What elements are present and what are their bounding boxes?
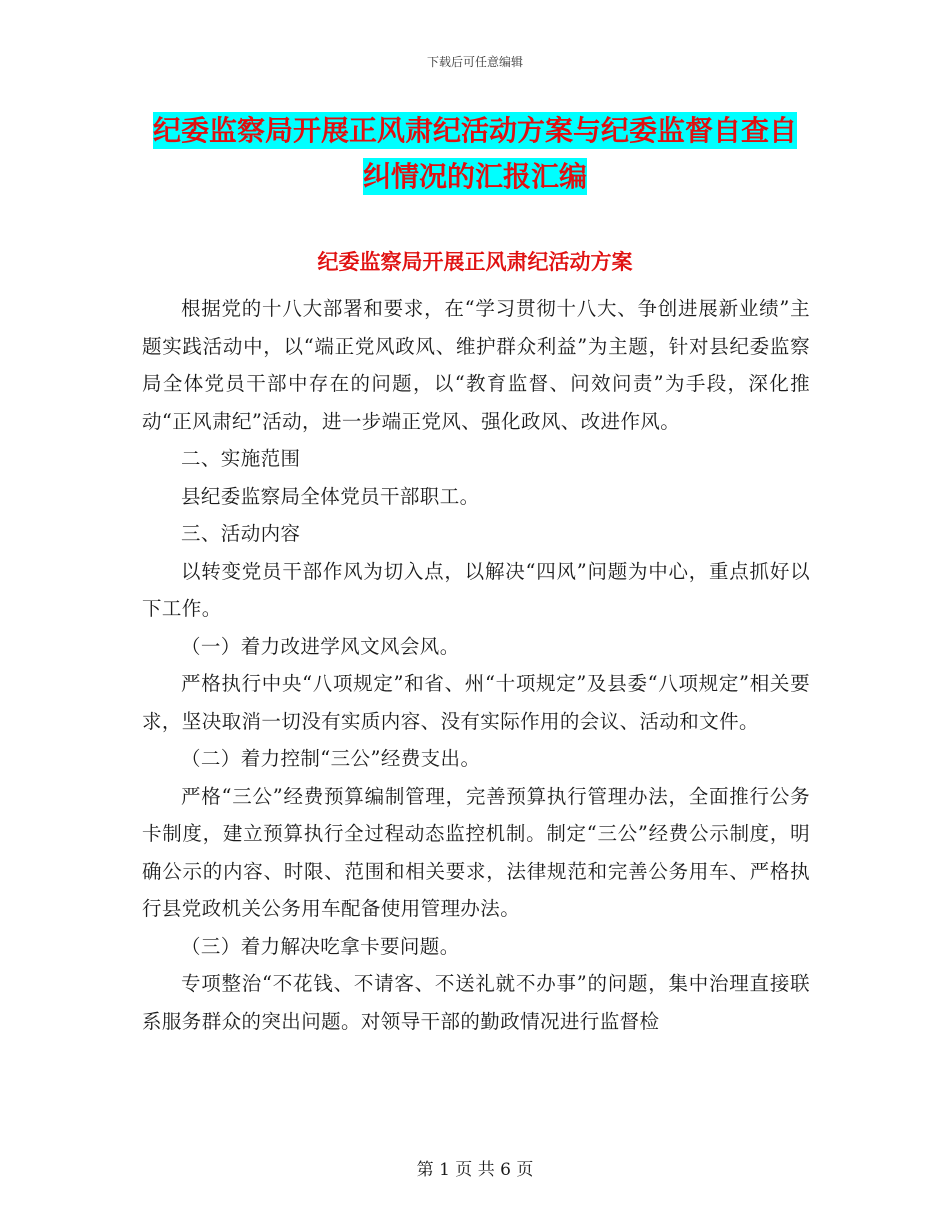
- paragraph: 三、活动内容: [181, 522, 301, 545]
- document-body: [142, 290, 810, 1040]
- paragraph: （一）着力改进学风文风会风。: [181, 634, 460, 658]
- paragraph: （二）着力控制“三公”经费支出。: [181, 747, 481, 770]
- paragraph: 严格“三公”经费预算编制管理，完善预算执行管理办法，全面推行公务卡制度，建立预算执行全过程动态监控机制。制定“三公”经费公示制度，明确公示的内容、时限、范围和相关要求，法律规范和完善公务用车、严格执行县党政机关公务用车配备使用管理办法。: [142, 784, 810, 920]
- paragraph: 二、实施范围: [181, 447, 301, 470]
- document-title-line-1: 纪委监察局开展正风肃纪活动方案与纪委监督自查自: [152, 114, 797, 147]
- paragraph: 专项整治“不花钱、不请客、不送礼就不办事”的问题，集中治理直接联系服务群众的突出问题。对领导干部的勤政情况进行监督检: [142, 972, 810, 1033]
- section-title: 纪委监察局开展正风肃纪活动方案: [317, 250, 633, 274]
- paragraph: 以转变党员干部作风为切入点，以解决“四风”问题为中心，重点抓好以下工作。: [142, 559, 810, 620]
- paragraph: 严格执行中央“八项规定”和省、州“十项规定”及县委“八项规定”相关要求，坚决取消一切没有实质内容、没有实际作用的会议、活动和文件。: [142, 672, 810, 733]
- page-footer: 第 1 页 共 6 页: [416, 1160, 534, 1180]
- document-title-line-2: 纠情况的汇报汇编: [362, 160, 587, 193]
- paragraph: 县纪委监察局全体党员干部职工。: [181, 484, 480, 508]
- paragraph: （三）着力解决吃拿卡要问题。: [181, 934, 460, 958]
- page-header: 下载后可任意编辑: [426, 55, 523, 69]
- document-title: [140, 108, 810, 200]
- paragraph: 根据党的十八大部署和要求，在“学习贯彻十八大、争创进展新业绩”主题实践活动中，以“端正党风政风、维护群众利益”为主题，针对县纪委监察局全体党员干部中存在的问题，以“教育监督、问效问责”为手段，深化推动“正风肃纪”活动，进一步端正党风、强化政风、改进作风。: [142, 297, 810, 433]
